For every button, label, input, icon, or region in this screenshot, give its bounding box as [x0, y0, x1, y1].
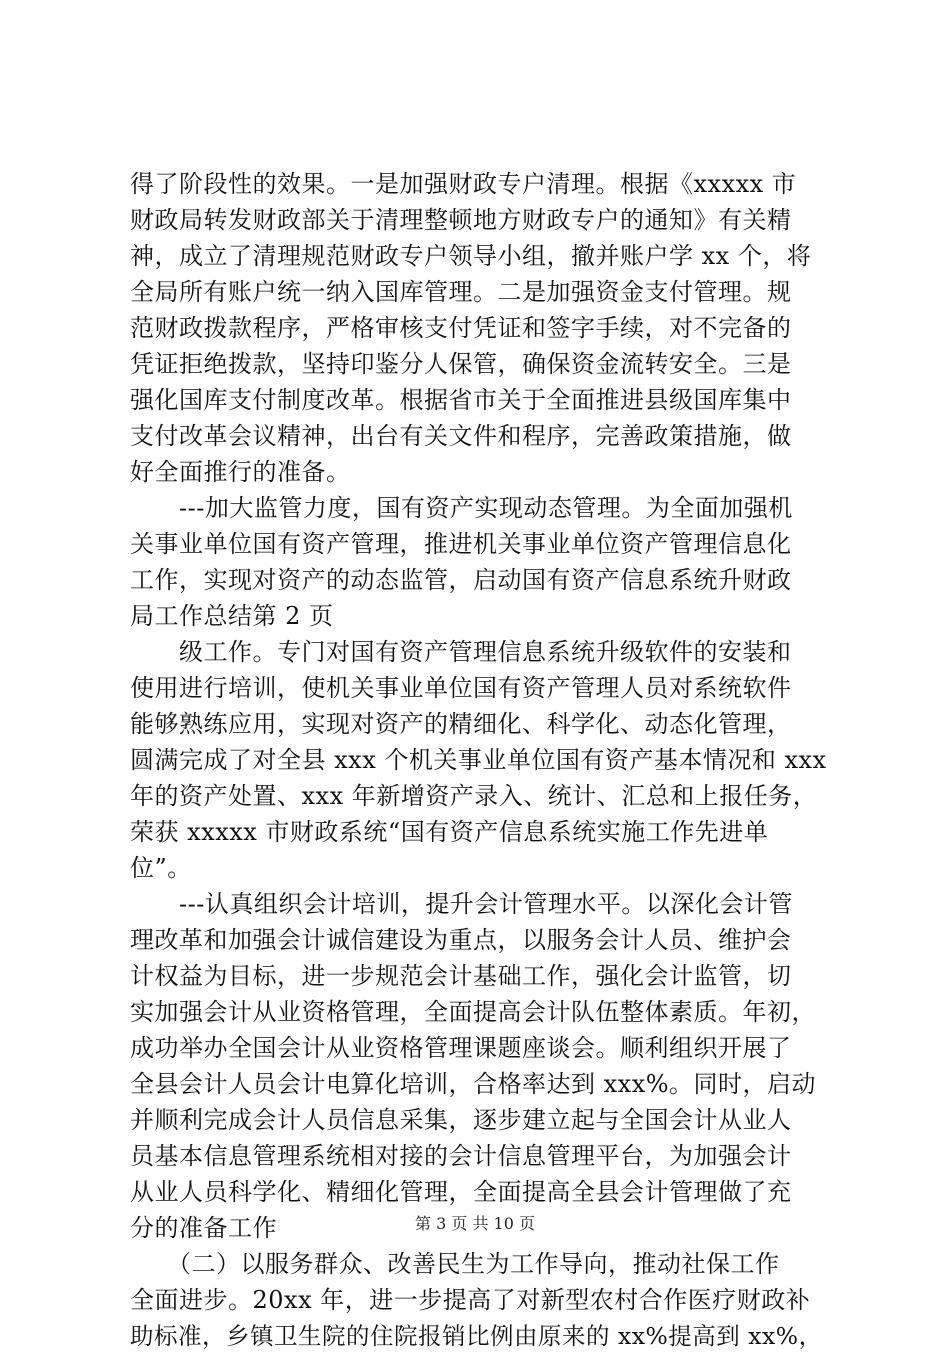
text-line: 级工作。专门对国有资产管理信息系统升级软件的安装和 [130, 638, 792, 666]
text-line: 使用进行培训，使机关事业单位国有资产管理人员对系统软件 [130, 674, 792, 702]
text-line: ---加大监管力度，国有资产实现动态管理。为全面加强机 [130, 494, 793, 522]
text-line: 理改革和加强会计诚信建设为重点，以服务会计人员、维护会 [130, 926, 792, 954]
text-line: 关事业单位国有资产管理，推进机关事业单位资产管理信息化 [130, 530, 792, 558]
text-line: 范财政拨款程序，严格审核支付凭证和签字手续，对不完备的 [130, 314, 792, 342]
text-line: 年的资产处置、xxx 年新增资产录入、统计、汇总和上报任务， [130, 782, 818, 810]
text-line: 财政局转发财政部关于清理整顿地方财政专户的通知》有关精 [130, 206, 792, 234]
text-line: 分的准备工作 [130, 1214, 277, 1242]
text-line: 神，成立了清理规范财政专户领导小组，撤并账户学 xx 个，将 [130, 242, 812, 270]
text-line: 员基本信息管理系统相对接的会计信息管理平台，为加强会计 [130, 1142, 792, 1170]
text-line: 凭证拒绝拨款，坚持印鉴分人保管，确保资金流转安全。三是 [130, 350, 792, 378]
text-line: 能够熟练应用，实现对资产的精细化、科学化、动态化管理， [130, 710, 792, 738]
text-line: 并顺利完成会计人员信息采集，逐步建立起与全国会计从业人 [130, 1106, 792, 1134]
text-line: 荣获 xxxxx 市财政系统“国有资产信息系统实施工作先进单 [130, 818, 769, 846]
text-line: 支付改革会议精神，出台有关文件和程序，完善政策措施，做 [130, 422, 792, 450]
text-line: 位”。 [130, 854, 192, 882]
text-line: 计权益为目标，进一步规范会计基础工作，强化会计监管，切 [130, 962, 792, 990]
document-body [130, 166, 830, 1354]
text-line: 全面进步。20xx 年，进一步提高了对新型农村合作医疗财政补 [130, 1286, 811, 1314]
text-line: 强化国库支付制度改革。根据省市关于全面推进县级国库集中 [130, 386, 792, 414]
text-line: 全局所有账户统一纳入国库管理。二是加强资金支付管理。规 [130, 278, 792, 306]
text-line: 工作，实现对资产的动态监管，启动国有资产信息系统升财政 [130, 566, 792, 594]
text-line: 局工作总结第 2 页 [130, 602, 334, 630]
page-footer: 第 3 页 共 10 页 [415, 1214, 535, 1233]
text-line: 成功举办全国会计从业资格管理课题座谈会。顺利组织开展了 [130, 1034, 792, 1062]
text-line: 实加强会计从业资格管理，全面提高会计队伍整体素质。年初， [130, 998, 816, 1026]
text-line: （二）以服务群众、改善民生为工作导向，推动社保工作 [130, 1250, 780, 1278]
text-line: 得了阶段性的效果。一是加强财政专户清理。根据《xxxxx 市 [130, 170, 797, 198]
text-line: 圆满完成了对全县 xxx 个机关事业单位国有资产基本情况和 xxx [130, 746, 827, 774]
text-line: 从业人员科学化、精细化管理，全面提高全县会计管理做了充 [130, 1178, 792, 1206]
text-line: 好全面推行的准备。 [130, 458, 351, 486]
text-line: 助标准，乡镇卫生院的住院报销比例由原来的 xx%提高到 xx%， [130, 1322, 823, 1350]
text-line: ---认真组织会计培训，提升会计管理水平。以深化会计管 [130, 890, 793, 918]
text-line: 全县会计人员会计电算化培训，合格率达到 xxx%。同时，启动 [130, 1070, 817, 1098]
